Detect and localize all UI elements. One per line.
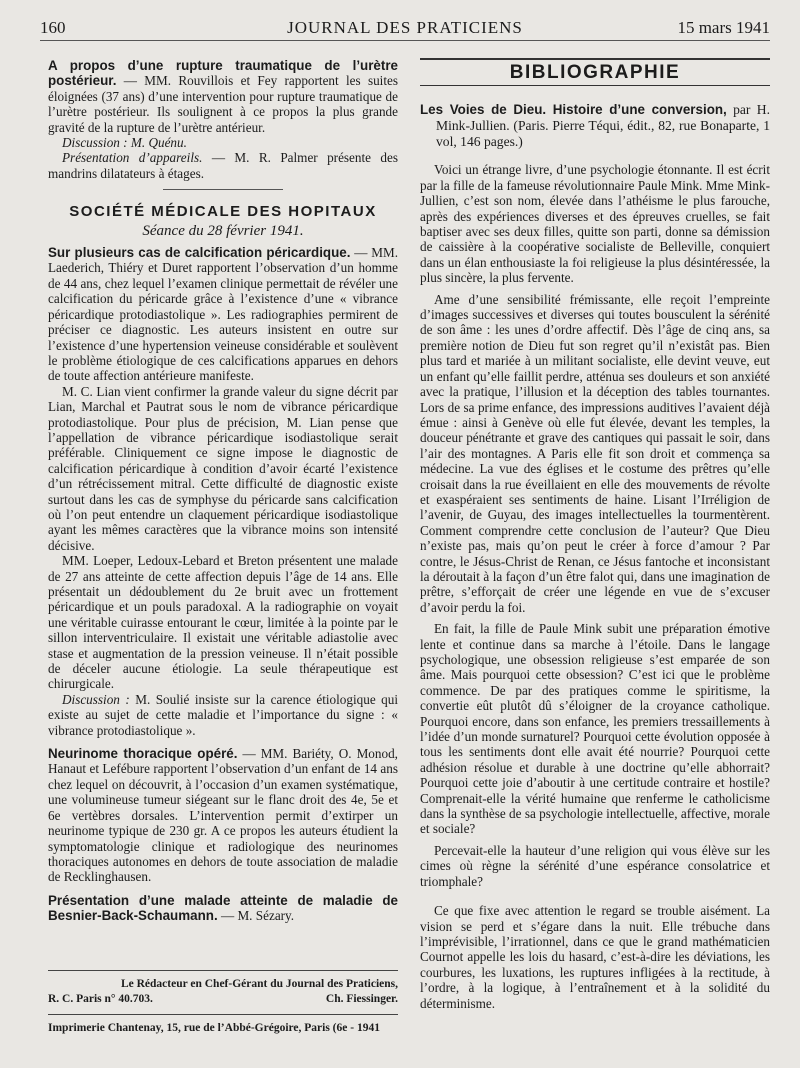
article-urethra-presentation: Présentation d’appareils. — M. R. Palmer présente des mandrins dilatateurs à étages. <box>48 150 399 181</box>
article-calcification-discussion: Discussion : M. Soulié insiste sur la carence étiologique qui existe au sujet de cette maladie et l’importance du signe : « vibrance protodiastolique ». <box>48 691 398 738</box>
review-paragraph-5: Ce que fixe avec attention le regard se trouble aisément. La vision se perd et s’égare dans la nuit. Elle trébuche dans l’imprévisible, l’irrationnel, dans ce que le grand mathématicien Cournot appelle les lois du hasard, c’est-à-dire les déviations, les courbures, les luxations, les ruptures infligées à la rectitude, à l’ordre, à la logique, à l’entraînement et à la solidité du déterminisme. <box>420 903 770 1011</box>
article-calcification-title: Sur plusieurs cas de calcification péricardique. <box>48 245 351 261</box>
journal-title: JOURNAL DES PRATICIENS <box>287 18 523 37</box>
article-neurinome: Neurinome thoracique opéré. — MM. Bariéty, O. Monod, Hanaut et Lefébure rapportent l’observation d’un enfant de 14 ans chez lequel on découvrit, à l’occasion d’un examen systématique, une volumineuse tumeur siégeant sur le flanc droit des 4e, 5e et 6e vertèbres dorsales. L’intervention permit d’extirper un neurinome typique de 230 gr. A ce propos les auteurs étudient la symptomatologie clinique et radiologique des neurinomes thoraciques autonomes en dehors de toute association de maladie de Recklinghausen. <box>48 746 398 885</box>
page-number: 160 <box>40 18 66 37</box>
article-neurinome-title: Neurinome thoracique opéré. <box>48 746 238 762</box>
review-paragraph-2: Ame d’une sensibilité frémissante, elle reçoit l’empreinte d’images successives et diverses qui toutes bousculent la sérénité de son âme : les unes d’ordre affectif. Dès l’âge de cinq ans, sa première notion de Dieu fut son regret qu’il n’existât pas. Bien plus tard et mariée à un militant socialiste, elle devint veuve, eut un enfant qu’elle faillit perdre, atténua ses douleurs et son anxiété avec la pratique, l’illusion et la déception des tables tournantes. Lors de sa prime enfance, des impressions auditives l’avaient déjà émue : ainsi à Genève où elle fut élevée, devant les temples, la douceur pénétrante et grave des cantiques qui passait le soir, dans l’air des montagnes. A Paris elle fit son droit et commença sa médecine. La vue des églises et le costume des prêtres qu’elle croisait dans la rue éveillaient en elle des mouvements de révolte et exaspéraient ses sentiments de haine. Lisant l’Irréligion de l’avenir, de Guyau, des images intellectuelles la tourmentèrent. Comment comprendre cette conclusion de l’auteur? Que Dieu n’existe pas, mais qu’on peut le créer à force d’amour ? Par contre, le Jésus-Christ de Renan, ce Jésus fantoche et inconsistant la déroutait à la façon d’un être falot qui, dans une imagination de prêtre, s’efforçait de créer une légende en vue de s’excuser d’avoir perdu la foi. <box>420 291 770 615</box>
article-urethra <box>48 58 398 135</box>
article-urethra-title: A propos d’une rupture traumatique de l’urètre postérieur. <box>48 58 398 89</box>
book-title: Les Voies de Dieu. Histoire d’une conversion, <box>420 102 727 118</box>
footer-rc: R. C. Paris n° 40.703. <box>48 993 153 1005</box>
section-divider <box>163 189 283 190</box>
section-title-bibliographie: BIBLIOGRAPHIE <box>420 58 770 86</box>
issue-date: 15 mars 1941 <box>677 18 770 37</box>
section-title-hopitaux: SOCIÉTÉ MÉDICALE DES HOPITAUX <box>69 203 377 221</box>
left-column <box>48 58 398 924</box>
article-urethra-discussion: Discussion : M. Quénu. <box>62 135 187 151</box>
article-besnier: Présentation d’une malade atteinte de maladie de Besnier-Back-Schaumann. — M. Sézary. <box>48 892 398 924</box>
review-paragraph-3: En fait, la fille de Paule Mink subit une préparation émotive lente et continue dans sa marche à l’étoile. Dans le langage psychologique, une obsession religieuse s’est emparée de son âme. Mais pourquoi cette obsession? C’est ici que le problème commence. De par des pratiques comme le spiritisme, la convertie eût plutôt dû s’éloigner de la croyance catholique. Pourquoi encore, dans son enfance, les premiers tressaillements à l’idée d’un monde surnaturel? Pourquoi cette évolution opposée à tous les sentiments dont elle avait été nourrie? Pourquoi cette adhésion résolue et durable à une doctrine qu’elle abhorrait? Pourquoi cette joie d’aboutir à une certitude contraire et hostile? Comprenait-elle la vérité humaine que renferme le catholicisme dans la synthèse de sa psychologie intellectuelle, affective, morale et sociale? <box>420 621 770 837</box>
seance-date: Séance du 28 février 1941. <box>142 222 304 239</box>
article-urethra-text: — MM. Rouvillois et Fey rapportent les suites éloignées (37 ans) d’une intervention pour rupture traumatique de l’urètre postérieur. Ils soulignent à ce propos la plus grande gravité de la rupture de l’urètre antérieur. <box>48 73 398 135</box>
footer-editor: Le Rédacteur en Chef-Gérant du Journal des Praticiens, <box>120 978 398 990</box>
header-rule <box>40 40 770 41</box>
review-paragraph-1: Voici un étrange livre, d’une psychologie étonnante. Il est écrit par la fille de la fameuse révolutionnaire Paule Mink. Mme Mink-Jullien, c’est son nom, élevée dans l’athéisme le plus farouche, après des expériences diverses et des épreuves cruelles, se fait baptiser avec ses deux filles, quitte son parti, donne sa démission de caissière à la coopérative socialiste de Belleville, conquiert dans un élan enthousiaste la foi religieuse la plus désintéressée, la plus sincère, la plus fervente. <box>420 162 770 286</box>
article-calcification: Sur plusieurs cas de calcification péricardique. — MM. Laederich, Thiéry et Duret rapportent l’observation d’un homme de 44 ans, chez lequel l’examen clinique permettait de révéler une calcification du péricarde grâce à l’existence d’une « vibrance péricardique protodiastolique ». Les radiographies permirent de préciser ce diagnostic. Les auteurs insistent en outre sur l’existence d’une hypertension veineuse considérable et soulèvent le problème étiologique de ces calcifications apparues en dehors de toute affection antérieure manifeste. <box>48 245 398 384</box>
article-calcification-p3: MM. Loeper, Ledoux-Lebard et Breton présentent une malade de 27 ans atteinte de cette affection depuis l’âge de 14 ans. Elle présentait un dédoublement du 2e bruit avec un frottement péricardique et un pouls paradoxal. A la radiographie on voyait une véritable cuirasse entourant le cœur, limitée à la pointe par le sillon interventriculaire. Il existait une véritable adiastolie avec stase et augmentation de la pression veineuse. Il n’était possible de déceler aucune étiologie. La seule thérapeutique est chirurgicale. <box>48 553 398 692</box>
right-column <box>420 58 770 1011</box>
footer-printer: Imprimerie Chantenay, 15, rue de l’Abbé-Grégoire, Paris (6e - 1941 <box>48 1022 380 1034</box>
review-paragraph-4: Percevait-elle la hauteur d’une religion qui vous élève sur les cimes où règne la sérénité d’une espérance consolatrice et triomphale? <box>420 842 770 889</box>
book-reference <box>420 102 770 150</box>
page-header <box>40 16 770 42</box>
footer-signer: Ch. Fiessinger. <box>325 993 398 1005</box>
article-calcification-p2: M. C. Lian vient confirmer la grande valeur du signe décrit par Lian, Marchal et Pautrat sous le nom de vibrance péricardique protodiastolique. Pour plus de précision, M. Lian pense que l’appellation de vibrance péricardique isodiastolique serait préférable. Cliniquement ce signe impose le diagnostic de calcification péricardique à condition d’avoir écarté l’existence d’un rétrécissement mitral. Cette difficulté de diagnostic existe surtout dans les cas de symphyse du péricarde sans calcification où l’on peut entendre un claquement péricardique isodiastolique ayant les mêmes caractères que la vibrance moins son intensité décisive. <box>48 383 398 553</box>
article-besnier-title: Présentation d’une malade atteinte de maladie de Besnier-Back-Schaumann. <box>48 892 398 924</box>
book-ref: par H. Mink-Jullien. (Paris. Pierre Téqui, édit., 82, rue Bonaparte, 1 vol, 146 pages.) <box>436 102 771 150</box>
page-footer <box>48 963 398 1036</box>
